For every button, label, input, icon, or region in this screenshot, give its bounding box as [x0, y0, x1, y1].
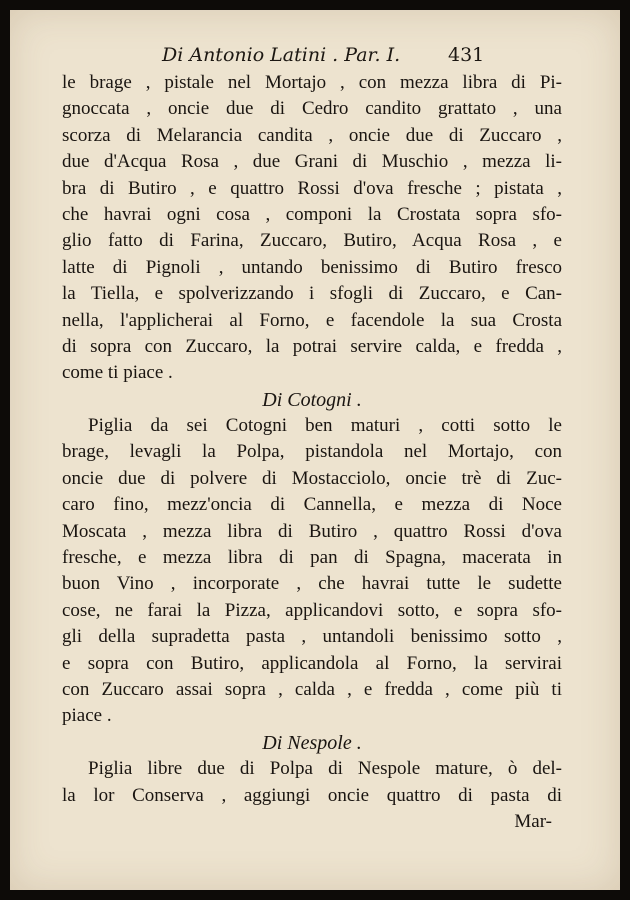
text-line: Piglia libre due di Polpa di Nespole mature, ò del-: [88, 758, 562, 780]
text-line: la lor Conserva , aggiungi oncie quattro di pasta di: [62, 784, 562, 806]
text-line: scorza di Melarancia candita , oncie due di Zuccaro ,: [62, 124, 562, 146]
running-title: Di Antonio Latini . Par. I.: [162, 44, 401, 66]
page-text: [62, 70, 562, 835]
text-line: gli della supradetta pasta , untandoli benissimo sotto ,: [62, 626, 562, 648]
text-line: la Tiella, e spolverizzando i sfogli di Zuccaro, e Can-: [62, 283, 562, 305]
text-line: oncie due di polvere di Mostacciolo, oncie trè di Zuc-: [62, 467, 562, 489]
text-line: latte di Pignoli , untando benissimo di Butiro fresco: [62, 256, 562, 278]
book-page: [10, 10, 620, 890]
text-line: le brage , pistale nel Mortajo , con mezza libra di Pi-: [62, 72, 562, 93]
text-line: gnoccata , oncie due di Cedro candito grattato , una: [62, 98, 562, 120]
text-line: glio fatto di Farina, Zuccaro, Butiro, Acqua Rosa , e: [62, 230, 562, 252]
text-line: fresche, e mezza libra di pan di Spagna, macerata in: [62, 547, 562, 569]
text-line: come ti piace .: [62, 362, 173, 384]
text-line: piace .: [62, 705, 112, 727]
recipe-heading-cotogni: Di Cotogni .: [262, 388, 362, 411]
text-line: buon Vino , incorporate , che havrai tutte le sudette: [62, 573, 562, 595]
text-line: caro fino, mezz'oncia di Cannella, e mezza di Noce: [62, 494, 562, 516]
text-line: Moscata , mezza libra di Butiro , quattro Rossi d'ova: [62, 520, 562, 542]
text-line: di sopra con Zuccaro, la potrai servire calda, e fredda ,: [62, 335, 562, 357]
text-line: e sopra con Butiro, applicandola al Forno, la servirai: [62, 652, 562, 674]
text-line: Piglia da sei Cotogni ben maturi , cotti sotto le: [88, 415, 562, 437]
page-number: 431: [448, 44, 485, 66]
catchword: Mar-: [514, 810, 552, 832]
recipe-heading-nespole: Di Nespole .: [262, 731, 362, 754]
text-line: con Zuccaro assai sopra , calda , e fredda , come più ti: [62, 678, 562, 700]
text-line: due d'Acqua Rosa , due Grani di Muschio , mezza li-: [62, 151, 562, 173]
text-line: bra di Butiro , e quattro Rossi d'ova fresche ; pistata ,: [62, 177, 562, 199]
text-line: brage, levagli la Polpa, pistandola nel Mortajo, con: [62, 441, 562, 463]
text-line: cose, ne farai la Pizza, applicandovi sotto, e sopra sfo-: [62, 599, 562, 621]
text-line: che havrai ogni cosa , componi la Crostata sopra sfo-: [62, 203, 562, 225]
text-line: nella, l'applicherai al Forno, e facendole la sua Crosta: [62, 309, 562, 331]
